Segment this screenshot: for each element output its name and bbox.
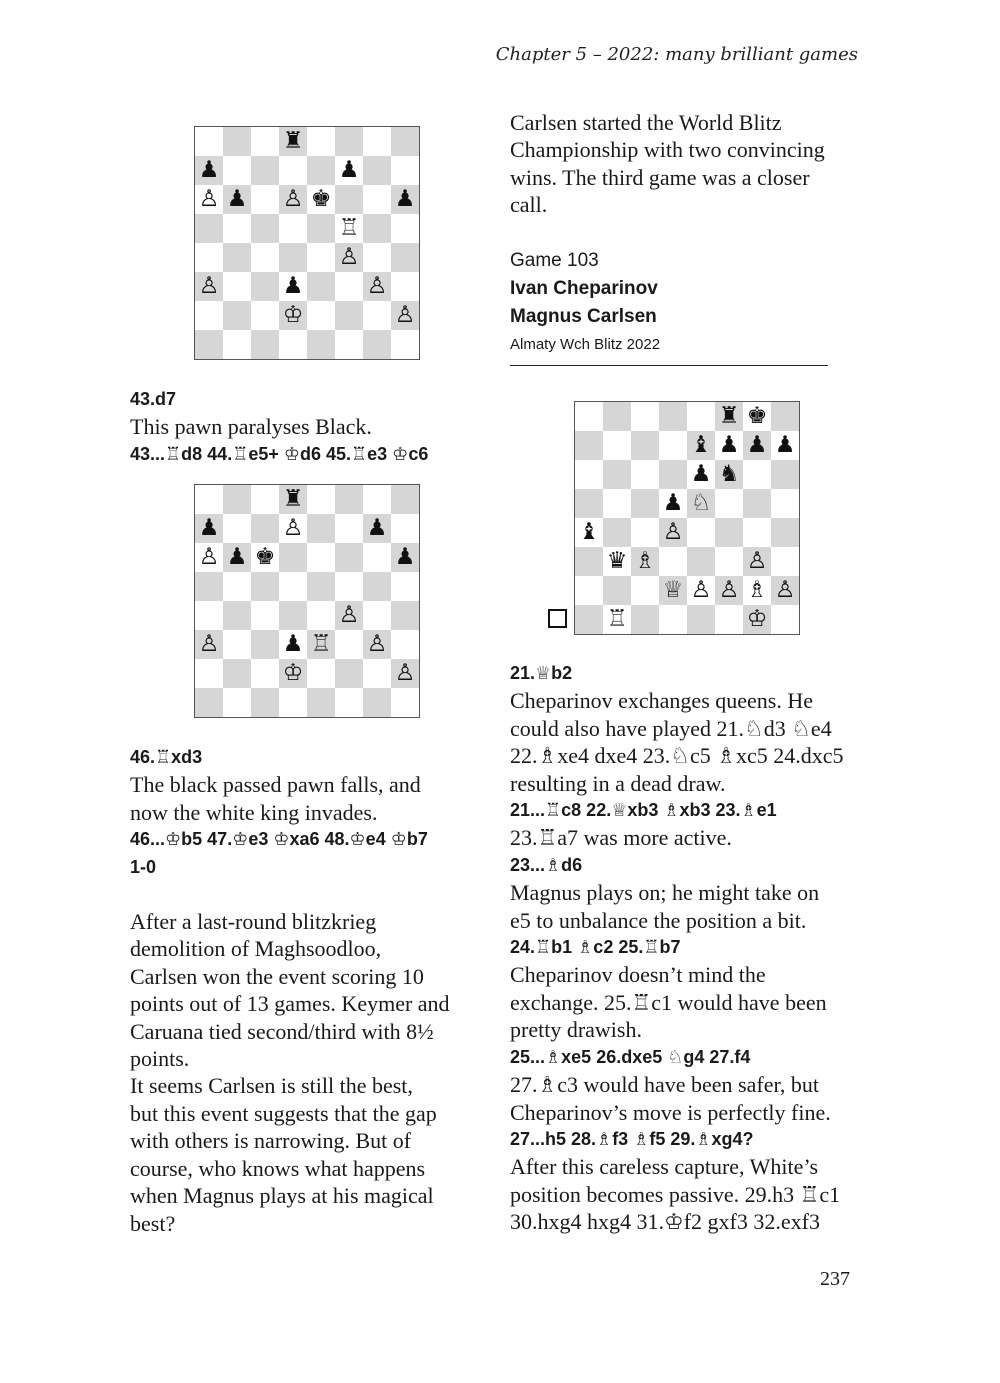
move-46: 46.♖xd3 [130, 747, 203, 767]
paragraph-line: points out of 13 games. Keymer and [130, 991, 450, 1017]
board-square [363, 485, 391, 514]
board-square [335, 485, 363, 514]
chess-piece-icon: ♞ [715, 460, 743, 489]
board-square [391, 601, 419, 630]
board-square [223, 330, 251, 359]
chess-piece-icon: ♘ [687, 489, 715, 518]
board-square [603, 518, 631, 547]
paragraph-line: Championship with two convincing [510, 137, 825, 163]
chess-piece-icon: ♟ [195, 514, 223, 543]
comment-line: pretty drawish. [510, 1017, 642, 1043]
board-square [631, 518, 659, 547]
chess-piece-icon: ♙ [195, 543, 223, 572]
chess-piece-icon: ♕ [659, 576, 687, 605]
board-square [391, 272, 419, 301]
board-square [195, 688, 223, 717]
chess-piece-icon: ♙ [195, 272, 223, 301]
white-player: Ivan Cheparinov [510, 278, 658, 299]
board-square [307, 659, 335, 688]
board-square [391, 214, 419, 243]
board-square [195, 330, 223, 359]
board-square [391, 127, 419, 156]
board-square [659, 460, 687, 489]
comment-line: 30.hxg4 hxg4 31.♔f2 gxf3 32.exf3 [510, 1209, 820, 1235]
board-square [335, 514, 363, 543]
board-square [307, 543, 335, 572]
board-square [307, 127, 335, 156]
board-square [251, 630, 279, 659]
board-square [363, 659, 391, 688]
board-square [363, 543, 391, 572]
board-square [659, 547, 687, 576]
chess-piece-icon: ♜ [279, 485, 307, 514]
board-square [279, 243, 307, 272]
board-square [603, 460, 631, 489]
chess-piece-icon: ♗ [743, 576, 771, 605]
board-square [575, 402, 603, 431]
board-square [307, 156, 335, 185]
move-23: 23...♗d6 [510, 854, 583, 875]
board-square [743, 460, 771, 489]
board-square [251, 572, 279, 601]
board-square [307, 214, 335, 243]
game-result: 1-0 [130, 856, 157, 877]
board-square [223, 485, 251, 514]
comment-line: resulting in a dead draw. [510, 770, 726, 796]
moves-25-27: 25...♗xe5 26.dxe5 ♘g4 27.f4 [510, 1046, 751, 1067]
board-square [771, 605, 799, 634]
board-square [251, 127, 279, 156]
game-header [510, 247, 870, 366]
comment-line: now the white king invades. [130, 799, 378, 825]
board-square [279, 601, 307, 630]
board-square [687, 518, 715, 547]
board-square [603, 402, 631, 431]
board-square [391, 330, 419, 359]
chess-piece-icon: ♟ [743, 431, 771, 460]
chess-piece-icon: ♟ [223, 185, 251, 214]
board-square [715, 518, 743, 547]
board-square [335, 185, 363, 214]
board-square [575, 547, 603, 576]
board-square [195, 485, 223, 514]
board-square [659, 402, 687, 431]
board-square [195, 572, 223, 601]
chess-piece-icon: ♙ [195, 185, 223, 214]
chess-piece-icon: ♗ [631, 547, 659, 576]
board-square [659, 431, 687, 460]
right-text-block [510, 660, 870, 1236]
board-square [251, 688, 279, 717]
board-square [363, 156, 391, 185]
chess-piece-icon: ♛ [603, 547, 631, 576]
board-square [363, 185, 391, 214]
chess-piece-icon: ♙ [391, 659, 419, 688]
board-square [251, 330, 279, 359]
board-square [195, 301, 223, 330]
chess-piece-icon: ♖ [335, 214, 363, 243]
board-square [307, 301, 335, 330]
board-square [335, 688, 363, 717]
board-square [223, 630, 251, 659]
paragraph-line: Carlsen won the event scoring 10 [130, 963, 424, 989]
board-square [603, 489, 631, 518]
move-21: 21.♕b2 [510, 663, 573, 683]
board-square [251, 485, 279, 514]
board-square [223, 514, 251, 543]
chess-piece-icon: ♟ [279, 630, 307, 659]
board-square [307, 572, 335, 601]
board-square [195, 214, 223, 243]
chess-piece-icon: ♟ [391, 543, 419, 572]
paragraph-line: After a last-round blitzkrieg [130, 909, 377, 935]
moves-24-25: 24.♖b1 ♗c2 25.♖b7 [510, 937, 681, 958]
chess-piece-icon: ♚ [251, 543, 279, 572]
board-square [391, 688, 419, 717]
board-square [307, 514, 335, 543]
chess-piece-icon: ♟ [391, 185, 419, 214]
chess-piece-icon: ♙ [195, 630, 223, 659]
board-square [223, 301, 251, 330]
comment-line: 22.♗xe4 dxe4 23.♘c5 ♗xc5 24.dxc5 [510, 743, 844, 769]
board-square [363, 572, 391, 601]
board-square [575, 576, 603, 605]
chess-piece-icon: ♙ [335, 601, 363, 630]
board-square [307, 688, 335, 717]
board-square [687, 605, 715, 634]
board-square [279, 330, 307, 359]
board-square [575, 489, 603, 518]
move-43-d7: 43.d7 [130, 389, 177, 409]
paragraph-line: call. [510, 192, 548, 218]
comment-line: Cheparinov exchanges queens. He [510, 688, 814, 714]
divider [510, 365, 828, 366]
board-square [391, 630, 419, 659]
chess-piece-icon: ♟ [335, 156, 363, 185]
chess-piece-icon: ♙ [715, 576, 743, 605]
board-square [335, 127, 363, 156]
board-square [279, 214, 307, 243]
chess-piece-icon: ♟ [715, 431, 743, 460]
right-intro [510, 109, 870, 219]
board-square [631, 431, 659, 460]
board-square [195, 659, 223, 688]
board-square [223, 127, 251, 156]
board-square [715, 489, 743, 518]
paragraph-line: but this event suggests that the gap [130, 1100, 437, 1126]
board-square [631, 605, 659, 634]
chess-piece-icon: ♟ [279, 272, 307, 301]
paragraph-line: It seems Carlsen is still the best, [130, 1073, 413, 1099]
paragraph-line: points. [130, 1046, 190, 1072]
board-square [251, 659, 279, 688]
running-header: Chapter 5 – 2022: many brilliant games [495, 44, 858, 65]
board-square [391, 572, 419, 601]
white-to-move-marker [548, 609, 567, 628]
board-square [659, 605, 687, 634]
event-name: Almaty Wch Blitz 2022 [510, 336, 661, 353]
chess-piece-icon: ♖ [307, 630, 335, 659]
board-square [575, 431, 603, 460]
board-square [363, 127, 391, 156]
board-square [251, 301, 279, 330]
chess-piece-icon: ♟ [363, 514, 391, 543]
board-square [363, 330, 391, 359]
chess-piece-icon: ♟ [223, 543, 251, 572]
board-square [307, 330, 335, 359]
board-square [687, 402, 715, 431]
board-square [307, 485, 335, 514]
board-square [279, 543, 307, 572]
comment-line: Magnus plays on; he might take on [510, 880, 820, 906]
board-square [223, 601, 251, 630]
chess-piece-icon: ♝ [575, 518, 603, 547]
comment-line: Cheparinov doesn’t mind the [510, 962, 766, 988]
board-square [575, 605, 603, 634]
comment-line: After this careless capture, White’s [510, 1154, 819, 1180]
chess-piece-icon: ♚ [307, 185, 335, 214]
board-square [687, 547, 715, 576]
board-square [223, 243, 251, 272]
board-square [251, 156, 279, 185]
comment-line: The black passed pawn falls, and [130, 772, 421, 798]
board-square [603, 576, 631, 605]
board-square [195, 243, 223, 272]
board-square [307, 272, 335, 301]
board-square [743, 518, 771, 547]
moves-27-29: 27...h5 28.♗f3 ♗f5 29.♗xg4? [510, 1128, 754, 1149]
paragraph-line: Caruana tied second/third with 8½ [130, 1018, 434, 1044]
comment-line: could also have played 21.♘d3 ♘e4 [510, 715, 832, 741]
board-square [363, 601, 391, 630]
board-square [251, 272, 279, 301]
board-square [279, 572, 307, 601]
board-square [391, 485, 419, 514]
moves-43-45: 43...♖d8 44.♖e5+ ♔d6 45.♖e3 ♔c6 [130, 443, 429, 464]
moves-21-23: 21...♖c8 22.♕xb3 ♗xb3 23.♗e1 [510, 800, 777, 821]
chess-piece-icon: ♚ [743, 402, 771, 431]
chess-diagram-1 [194, 126, 420, 360]
board-square [715, 547, 743, 576]
paragraph-line: with others is narrowing. But of [130, 1128, 412, 1154]
chess-piece-icon: ♙ [743, 547, 771, 576]
left-text-block-1 [130, 386, 480, 468]
board-square [391, 243, 419, 272]
chess-piece-icon: ♙ [687, 576, 715, 605]
board-square [771, 460, 799, 489]
board-square [743, 489, 771, 518]
left-text-block-2 [130, 744, 480, 1237]
comment-line: position becomes passive. 29.h3 ♖c1 [510, 1181, 841, 1207]
board-square [251, 185, 279, 214]
board-square [715, 605, 743, 634]
board-square [631, 489, 659, 518]
chess-piece-icon: ♔ [279, 301, 307, 330]
comment-line: 27.♗c3 would have been safer, but [510, 1072, 820, 1098]
board-square [363, 214, 391, 243]
board-square [363, 688, 391, 717]
paragraph-line: demolition of Maghsoodloo, [130, 936, 382, 962]
board-square [771, 489, 799, 518]
chess-diagram-2 [194, 484, 420, 718]
board-square [335, 543, 363, 572]
chess-diagram-3 [574, 401, 800, 635]
chess-piece-icon: ♙ [363, 272, 391, 301]
chess-piece-icon: ♔ [743, 605, 771, 634]
chess-piece-icon: ♙ [391, 301, 419, 330]
chess-piece-icon: ♙ [659, 518, 687, 547]
game-number: Game 103 [510, 250, 599, 271]
board-square [603, 431, 631, 460]
chess-piece-icon: ♙ [279, 514, 307, 543]
board-square [279, 688, 307, 717]
board-square [307, 601, 335, 630]
board-square [771, 518, 799, 547]
board-square [391, 156, 419, 185]
board-square [631, 576, 659, 605]
black-player: Magnus Carlsen [510, 306, 657, 327]
comment-line: Cheparinov’s move is perfectly fine. [510, 1099, 831, 1125]
board-square [335, 572, 363, 601]
paragraph-line: course, who knows what happens [130, 1155, 426, 1181]
chess-piece-icon: ♜ [279, 127, 307, 156]
board-square [251, 243, 279, 272]
chess-piece-icon: ♖ [603, 605, 631, 634]
board-square [631, 460, 659, 489]
chess-piece-icon: ♙ [279, 185, 307, 214]
chess-piece-icon: ♙ [363, 630, 391, 659]
board-square [363, 243, 391, 272]
board-square [251, 514, 279, 543]
board-square [195, 127, 223, 156]
board-square [223, 572, 251, 601]
board-square [307, 243, 335, 272]
board-square [391, 514, 419, 543]
chess-piece-icon: ♟ [687, 460, 715, 489]
comment-line: exchange. 25.♖c1 would have been [510, 989, 827, 1015]
chess-piece-icon: ♝ [687, 431, 715, 460]
board-square [771, 402, 799, 431]
board-square [771, 547, 799, 576]
board-square [223, 156, 251, 185]
chess-piece-icon: ♔ [279, 659, 307, 688]
board-square [223, 688, 251, 717]
board-square [335, 330, 363, 359]
paragraph-line: Carlsen started the World Blitz [510, 110, 782, 135]
board-square [363, 301, 391, 330]
board-square [335, 630, 363, 659]
board-square [251, 601, 279, 630]
board-square [223, 659, 251, 688]
paragraph-line: wins. The third game was a closer [510, 164, 810, 190]
board-square [223, 214, 251, 243]
chess-piece-icon: ♙ [771, 576, 799, 605]
chess-piece-icon: ♟ [195, 156, 223, 185]
chess-piece-icon: ♙ [335, 243, 363, 272]
comment-line: e5 to unbalance the position a bit. [510, 907, 807, 933]
board-square [335, 272, 363, 301]
board-square [335, 659, 363, 688]
board-square [251, 214, 279, 243]
board-square [279, 156, 307, 185]
board-square [575, 460, 603, 489]
board-square [631, 402, 659, 431]
board-square [335, 301, 363, 330]
chess-piece-icon: ♟ [771, 431, 799, 460]
paragraph-line: best? [130, 1210, 176, 1236]
board-square [223, 272, 251, 301]
comment-line: 23.♖a7 was more active. [510, 825, 732, 851]
comment: This pawn paralyses Black. [130, 414, 372, 440]
page-number: 237 [820, 1268, 850, 1290]
moves-46-48: 46...♔b5 47.♔e3 ♔xa6 48.♔e4 ♔b7 [130, 829, 428, 850]
chess-piece-icon: ♜ [715, 402, 743, 431]
board-square [195, 601, 223, 630]
paragraph-line: when Magnus plays at his magical [130, 1183, 434, 1209]
chess-piece-icon: ♟ [659, 489, 687, 518]
